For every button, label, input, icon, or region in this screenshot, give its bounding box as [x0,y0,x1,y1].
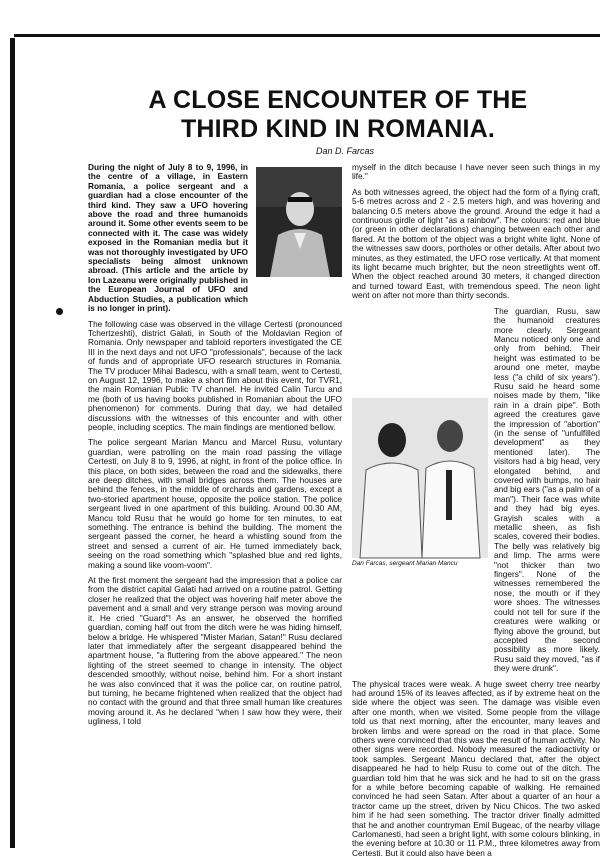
left-column [88,163,342,733]
lede-text: During the night of July 8 to 9, 1996, in the centre of a village, in Eastern Romania, a police sergeant and a guardian had a close encounter of the third kind. They saw a UFO hovering above the road and three humanoids around it. Some other events seem to be connected with it. The case was widely exposed in the Romanian media but it was not thoroughly investigated by UFO specialists being almost unknown abroad. (This article and the article by Ion Lazeanu were originally published in the European Journal of UFO and Abduction Studies, a publication which is no longer in print). [88,162,248,314]
body-paragraph: The police sergeant Marian Mancu and Marcel Rusu, voluntary guardian, were patrolling on the main road passing the village Certesti, on July 8 to 9, 1996, at night, in front of the police office. In this place, on both sides, between the road and the sidewalks, there are deep ditches, with small bridges across them. The houses are behind the fences, in the middle of orchards and gardens, except a two-storied apartment house, opposite the police station. The police sergeant lived in one apartment of this building. Around 00.30 AM, Mancu told Rusu that he would go home for ten minutes, to eat something. The entrance is behind the building. The moment the sergeant passed the corner, he heard a whistling sound from the street and sensed a current of air. He turned immediately back, seeing on the road something which "splashed blue and red lights, making a sound like voom-voom". [88,437,342,570]
article-title: A CLOSE ENCOUNTER OF THE THIRD KIND IN ROMANIA. [148,86,528,143]
body-paragraph: myself in the ditch because I have never seen such things in my life." [352,162,600,182]
lede-paragraph [88,163,342,314]
photo-witnesses [352,398,488,558]
top-rule [14,34,600,37]
photo-caption: Dan Farcas, sergeant Marian Mancu [352,560,458,567]
body-paragraph: As both witnesses agreed, the object had the form of a flying craft, 5-6 metres across and 2 - 2.5 meters high, and was hovering and balancing 0.5 meters above the ground. Around the edge it had a continuous girdle of light "as a rainbow". The colours: red and blue (or green in other declarations) changing between each other and flared. At the bottom of the object was a bright white light. None of the witnesses saw doors, portholes or other details. After about two minutes, as they estimated, the UFO rose vertically. At that moment its light became much brighter, but the neon streetlights went off. When the object reached around 30 meters, it changed direction and turned toward East, with tremendous speed. The neon light went on after not more than thirty seconds. [352,186,600,301]
body-paragraph: The guardian, Rusu, saw the humanoid creatures more clearly. Sergeant Mancu noticed only one and only from behind. Their height was estimated to be around one meter, maybe less ("a child of six years"). Rusu said he heard some noises made by them, "like rain in a drain pipe". Both agreed the creatures gave the impression of "abortion" (in the sense of "unfulfilled development" as they mentioned later). The visitors had a big head, very elongated behind, and covered with bumps, no hair and big ears ("as a palm of a man"). Their face was white and they had big eyes. Grayish scales with a metallic sheen, as fish scales, covered their bodies. The belly was relatively big and limp. The arms were "not thicker than two fingers". None of the witnesses remembered the nose, the mouth or if they wore shoes. The witnesses could not tell for sure if the creatures were walking or flying above the ground, but accepted the second possibility as more likely. Rusu said they moved, "as if they were drunk". [494,305,600,674]
body-paragraph: The following case was observed in the village Certesti (pronounced Tchertzeshti), district Galati, in South of the Moldavian Region of Romania. Only newspaper and tabloid reporters investigated the CE III in the next days and not UFO "professionals", because of the lack of funds and of appropriate UFO research structures in Romania. The TV producer Mihai Badescu, with a small team, went to Certesti, on August 12, 1996, to make a short film about this event, for TVR1, the main Romanian Public TV channel. He invited Calin Turcu and me (both of us having books published in Romanian about the UFO phenomenon) for comments. During that day, we had detailed discussions with the witnesses of this encounter and with other people, including sceptics. The main findings are mentioned bellow. [88,318,342,432]
body-paragraph: The physical traces were weak. A huge sweet cherry tree nearby had around 15% of its leaves affected, as if by extreme heat on the side where the object was seen. The damage was visible even after one month, when we visited. Some people from the village told us that next morning, after the encounter, many leaves and broken limbs and were spread on the road in that place. Some others were convinced that this was the result of human activity. No other signs were recorded. Nobody measured the radioactivity or took samples. Sergeant Mancu declared that, after the object disappeared he had to help Rusu to come out of the ditch. The guardian told him that he was sick and he had to sit on the grass for a while before becoming capable of walking. He remained convinced he had seen Satan. After about a quarter of an hour a tractor came up the street, driven by Nicu Chicos. The two asked him if he had seen something. The tractor driver finally admitted that he and another countryman Emil Bugeac, of the nearby village Carlomanesti, had seen a bright light, with some colours blinking, in the evening before at 10.30 or 11 P.M., three kilometres away from Certesti. But it could also have been a [352,678,600,858]
article-author: Dan D. Farcas [316,146,375,156]
body-paragraph: At the first moment the sergeant had the impression that a police car from the district capital Galati had arrived on a routine patrol. Getting closer he realized that the object was hovering half meter above the pavement and a small and very strange person was moving around it. He cried "Guard"! As an answer, he observed the horrified guardian, coming half out from the ditch were he was hiding himself, below a bridge. He whispered "Mister Marian, Satan!" Rusu declared later that immediately after the sergeant disappeared behind the apartment house, "a fluttering from the above appeared." The neon lighting of the street seemed to change in intensity. The object descended smoothly, without noise, behind him. For a short instant he was also convinced that it was the police car, on routine patrol, but turning, he became frightened when realized that the object had no contact with the ground and that three small human like creatures moving around it. As he declared "when I saw how they were, their ugliness, I told [88,575,342,727]
punch-hole-mark [56,308,63,315]
binder-edge [10,38,15,848]
